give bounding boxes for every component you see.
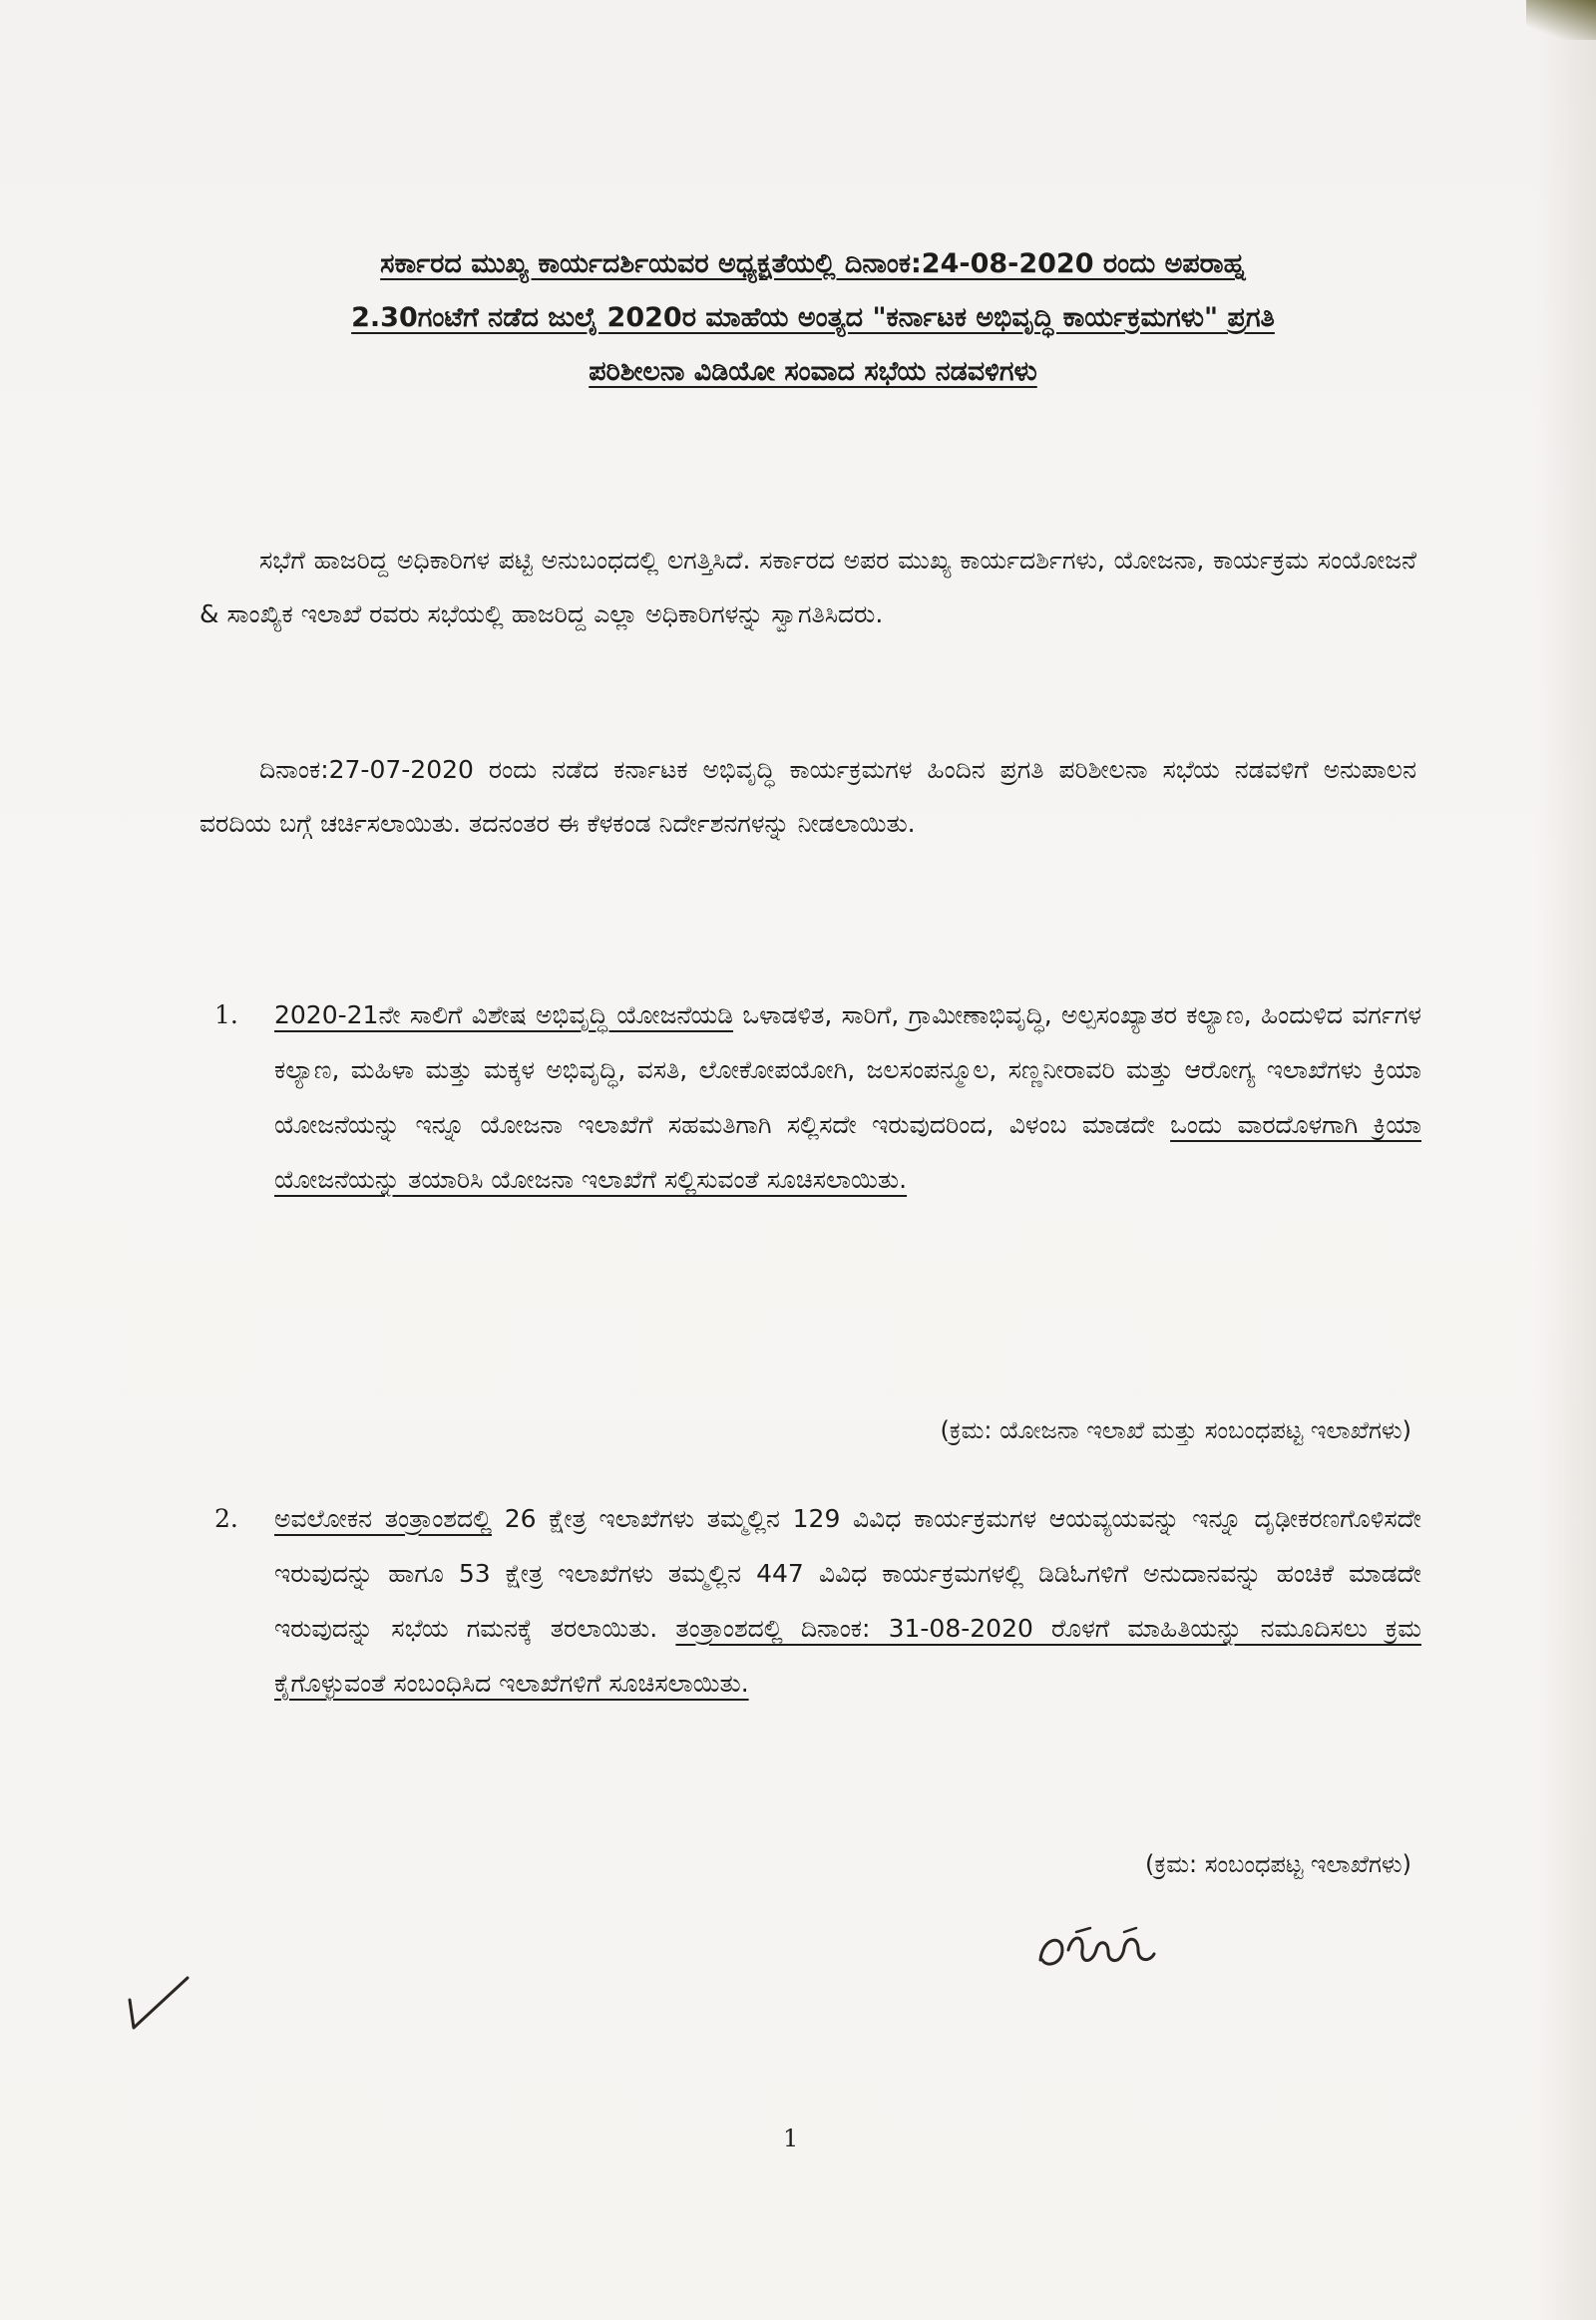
item-text: ಒಳಾಡಳಿತ, ಸಾರಿಗೆ, ಗ್ರಾಮೀಣಾಭಿವೃದ್ಧಿ, ಅಲ್ಪಸಂಖ್ಯಾತರ ಕಲ್ಯಾಣ, ಹಿಂದುಳಿದ ವರ್ಗಗಳ ಕಲ್ಯಾಣ, ಮಹಿಳಾ ಮತ್ತು ಮಕ್ಕಳ ಅಭಿವೃದ್ಧಿ, ವಸತಿ, ಲೋಕೋಪಯೋಗಿ, ಜಲಸಂಪನ್ಮೂಲ, ಸಣ್ಣನೀರಾವರಿ ಮತ್ತು ಆರೋಗ್ಯ ಇಲಾಖೆಗಳು ಕ್ರಿಯಾ ಯೋಜನೆಯನ್ನು ಇನ್ನೂ ಯೋಜನಾ ಇಲಾಖೆಗೆ ಸಹಮತಿಗಾಗಿ ಸಲ್ಲಿಸದೇ ಇರುವುದರಿಂದ, ವಿಳಂಬ ಮಾಡದೇ	[274, 1000, 1421, 1139]
intro-paragraph	[200, 534, 1416, 641]
list-item-1	[214, 987, 1421, 1207]
handwritten-initials	[1032, 1920, 1162, 1980]
document-title	[200, 237, 1426, 399]
list-item-number: 2.	[214, 1504, 238, 1533]
page-number: 1	[783, 2125, 799, 2152]
scan-corner-mark	[1526, 0, 1596, 40]
item-text: 26 ಕ್ಷೇತ್ರ ಇಲಾಖೆಗಳು ತಮ್ಮಲ್ಲಿನ 129 ವಿವಿಧ ಕಾರ್ಯಕ್ರಮಗಳ ಆಯವ್ಯಯವನ್ನು ಇನ್ನೂ ದೃಢೀಕರಣಗೊಳಿಸದೇ ಇರುವುದನ್ನು ಹಾಗೂ 53 ಕ್ಷೇತ್ರ ಇಲಾಖೆಗಳು ತಮ್ಮಲ್ಲಿನ 447 ವಿವಿಧ ಕಾರ್ಯಕ್ರಮಗಳಲ್ಲಿ ಡಿಡಿಓಗಳಿಗೆ ಅನುದಾನವನ್ನು ಹಂಚಿಕೆ ಮಾಡದೇ ಇರುವುದನ್ನು ಸಭೆಯ ಗಮನಕ್ಕೆ ತರಲಾಯಿತು.	[274, 1504, 1421, 1643]
list-item-body	[274, 1491, 1421, 1711]
scan-shadow	[1536, 0, 1596, 2320]
underlined-instruction: ಒಂದು ವಾರದೊಳಗಾಗಿ ಕ್ರಿಯಾ ಯೋಜನೆಯನ್ನು ತಯಾರಿಸಿ ಯೋಜನಾ ಇಲಾಖೆಗೆ ಸಲ್ಲಿಸುವಂತೆ ಸೂಚಿಸಲಾಯಿತು.	[274, 1110, 1421, 1194]
followup-paragraph-text: ದಿನಾಂಕ:27-07-2020 ರಂದು ನಡೆದ ಕರ್ನಾಟಕ ಅಭಿವೃದ್ಧಿ ಕಾರ್ಯಕ್ರಮಗಳ ಹಿಂದಿನ ಪ್ರಗತಿ ಪರಿಶೀಲನಾ ಸಭೆಯ ನಡವಳಿಗೆ ಅನುಪಾಲನ ವರದಿಯ ಬಗ್ಗೆ ಚರ್ಚಿಸಲಾಯಿತು. ತದನಂತರ ಈ ಕೆಳಕಂಡ ನಿರ್ದೇಶನಗಳನ್ನು ನೀಡಲಾಯಿತು.	[200, 755, 1416, 838]
responsibility-note-1: (ಕ್ರಮ: ಯೋಜನಾ ಇಲಾಖೆ ಮತ್ತು ಸಂಬಂಧಪಟ್ಟ ಇಲಾಖೆಗಳು)	[940, 1416, 1411, 1444]
list-item-number: 1.	[214, 1000, 238, 1029]
underlined-instruction: ತಂತ್ರಾಂಶದಲ್ಲಿ ದಿನಾಂಕ: 31-08-2020 ರೊಳಗೆ ಮಾಹಿತಿಯನ್ನು ನಮೂದಿಸಲು ಕ್ರಮ ಕೈಗೊಳ್ಳುವಂತೆ ಸಂಬಂಧಿಸಿದ ಇಲಾಖೆಗಳಿಗೆ ಸೂಚಿಸಲಾಯಿತು.	[274, 1614, 1421, 1698]
underlined-phrase: ಅವಲೋಕನ ತಂತ್ರಾಂಶದಲ್ಲಿ	[274, 1504, 493, 1533]
followup-paragraph	[200, 743, 1416, 851]
responsibility-note-2: (ಕ್ರಮ: ಸಂಬಂಧಪಟ್ಟ ಇಲಾಖೆಗಳು)	[1145, 1850, 1411, 1878]
list-item-body	[274, 987, 1421, 1207]
list-item-2	[214, 1491, 1421, 1711]
intro-paragraph-text: ಸಭೆಗೆ ಹಾಜರಿದ್ದ ಅಧಿಕಾರಿಗಳ ಪಟ್ಟಿ ಅನುಬಂಧದಲ್ಲಿ ಲಗತ್ತಿಸಿದೆ. ಸರ್ಕಾರದ ಅಪರ ಮುಖ್ಯ ಕಾರ್ಯದರ್ಶಿಗಳು, ಯೋಜನಾ, ಕಾರ್ಯಕ್ರಮ ಸಂಯೋಜನೆ & ಸಾಂಖ್ಯಿಕ ಇಲಾಖೆ ರವರು ಸಭೆಯಲ್ಲಿ ಹಾಜರಿದ್ದ ಎಲ್ಲಾ ಅಧಿಕಾರಿಗಳನ್ನು ಸ್ವಾಗತಿಸಿದರು.	[200, 546, 1416, 628]
title-line-1: ಸರ್ಕಾರದ ಮುಖ್ಯ ಕಾರ್ಯದರ್ಶಿಯವರ ಅಧ್ಯಕ್ಷತೆಯಲ್ಲಿ ದಿನಾಂಕ:24-08-2020 ರಂದು ಅಪರಾಹ್ನ	[380, 248, 1246, 279]
title-line-2: 2.30ಗಂಟೆಗೆ ನಡೆದ ಜುಲೈ 2020ರ ಮಾಹೆಯ ಅಂತ್ಯದ "ಕರ್ನಾಟಕ ಅಭಿವೃದ್ಧಿ ಕಾರ್ಯಕ್ರಮಗಳು" ಪ್ರಗತಿ	[351, 302, 1275, 333]
title-line-3: ಪರಿಶೀಲನಾ ವಿಡಿಯೋ ಸಂವಾದ ಸಭೆಯ ನಡವಳಿಗಳು	[589, 356, 1037, 387]
underlined-phrase: 2020-21ನೇ ಸಾಲಿಗೆ ವಿಶೇಷ ಅಭಿವೃದ್ಧಿ ಯೋಜನೆಯಡಿ	[274, 1000, 734, 1029]
tick-mark	[120, 1960, 200, 2040]
